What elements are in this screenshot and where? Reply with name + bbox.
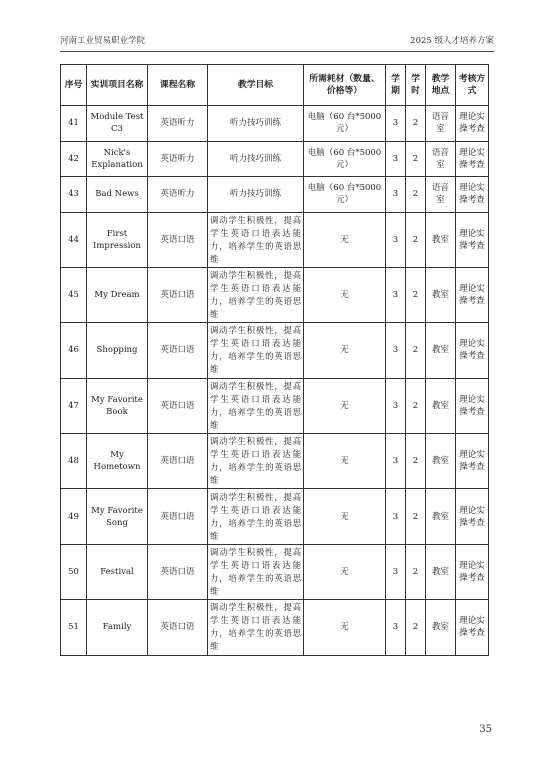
header-school-name: 河南工业贸易职业学院 [60,36,146,46]
cell-place: 语音室 [426,106,456,142]
cell-no: 46 [61,323,87,378]
table-row [61,106,489,142]
cell-term: 3 [386,212,406,267]
table-row [61,212,489,267]
col-header-course: 课程名称 [148,65,208,106]
cell-no: 50 [61,544,87,599]
cell-hours: 2 [406,544,426,599]
page-number: 35 [479,724,492,735]
cell-material: 电脑（60 台*5000 元） [304,106,386,142]
cell-term: 3 [386,267,406,322]
cell-goal: 调动学生积极性，提高学生英语口语表达能力，培养学生的英语思维 [208,212,304,267]
cell-project: Festival [87,544,148,599]
cell-material: 电脑（60 台*5000 元） [304,177,386,213]
cell-place: 教室 [426,267,456,322]
cell-goal: 调动学生积极性，提高学生英语口语表达能力，培养学生的英语思维 [208,600,304,655]
cell-place: 教室 [426,378,456,433]
cell-hours: 2 [406,378,426,433]
cell-assess: 理论实操考查 [456,141,489,177]
cell-place: 教室 [426,489,456,544]
cell-no: 49 [61,489,87,544]
cell-term: 3 [386,106,406,142]
header-doc-title: 2025 级人才培养方案 [410,36,494,46]
cell-goal: 调动学生积极性，提高学生英语口语表达能力，培养学生的英语思维 [208,323,304,378]
table-header-row [61,65,489,106]
cell-place: 教室 [426,434,456,489]
col-header-goal: 教学目标 [208,65,304,106]
cell-course: 英语口语 [148,323,208,378]
page-header [60,34,494,48]
cell-place: 语音室 [426,177,456,213]
cell-no: 51 [61,600,87,655]
table-row [61,489,489,544]
col-header-material: 所需耗材（数量、价格等） [304,65,386,106]
cell-material: 无 [304,323,386,378]
col-header-place: 教学地点 [426,65,456,106]
cell-assess: 理论实操考查 [456,434,489,489]
cell-term: 3 [386,434,406,489]
table-row [61,323,489,378]
cell-course: 英语口语 [148,212,208,267]
cell-term: 3 [386,378,406,433]
cell-course: 英语口语 [148,378,208,433]
cell-course: 英语口语 [148,544,208,599]
cell-hours: 2 [406,141,426,177]
cell-assess: 理论实操考查 [456,489,489,544]
cell-term: 3 [386,544,406,599]
cell-course: 英语听力 [148,177,208,213]
cell-hours: 2 [406,600,426,655]
cell-no: 42 [61,141,87,177]
cell-assess: 理论实操考查 [456,600,489,655]
cell-goal: 听力技巧训练 [208,141,304,177]
table-row [61,378,489,433]
cell-no: 43 [61,177,87,213]
cell-assess: 理论实操考查 [456,212,489,267]
cell-course: 英语听力 [148,106,208,142]
cell-no: 47 [61,378,87,433]
cell-hours: 2 [406,177,426,213]
cell-project: Family [87,600,148,655]
cell-place: 语音室 [426,141,456,177]
cell-assess: 理论实操考查 [456,106,489,142]
cell-course: 英语口语 [148,434,208,489]
table-row [61,141,489,177]
col-header-project: 实训项目名称 [87,65,148,106]
cell-place: 教室 [426,212,456,267]
cell-project: Bad News [87,177,148,213]
cell-hours: 2 [406,434,426,489]
cell-hours: 2 [406,267,426,322]
cell-assess: 理论实操考查 [456,267,489,322]
col-header-assess: 考核方式 [456,65,489,106]
cell-material: 无 [304,434,386,489]
cell-hours: 2 [406,323,426,378]
cell-project: Nick's Explanation [87,141,148,177]
cell-term: 3 [386,177,406,213]
table-row [61,177,489,213]
table-row [61,434,489,489]
cell-goal: 调动学生积极性，提高学生英语口语表达能力，培养学生的英语思维 [208,489,304,544]
cell-term: 3 [386,141,406,177]
cell-hours: 2 [406,106,426,142]
cell-goal: 调动学生积极性，提高学生英语口语表达能力，培养学生的英语思维 [208,544,304,599]
cell-goal: 调动学生积极性，提高学生英语口语表达能力，培养学生的英语思维 [208,378,304,433]
cell-course: 英语口语 [148,489,208,544]
cell-material: 无 [304,600,386,655]
col-header-term: 学期 [386,65,406,106]
cell-place: 教室 [426,600,456,655]
cell-assess: 理论实操考查 [456,378,489,433]
cell-goal: 听力技巧训练 [208,106,304,142]
cell-hours: 2 [406,212,426,267]
cell-course: 英语口语 [148,267,208,322]
cell-project: Module Test C3 [87,106,148,142]
cell-term: 3 [386,600,406,655]
table-row [61,267,489,322]
cell-material: 无 [304,489,386,544]
cell-project: My Favorite Song [87,489,148,544]
cell-material: 无 [304,378,386,433]
cell-no: 41 [61,106,87,142]
cell-project: My Favorite Book [87,378,148,433]
col-header-no: 序号 [61,65,87,106]
cell-no: 48 [61,434,87,489]
cell-place: 教室 [426,323,456,378]
cell-no: 44 [61,212,87,267]
cell-assess: 理论实操考查 [456,544,489,599]
col-header-hours: 学时 [406,65,426,106]
cell-material: 无 [304,212,386,267]
cell-project: First Impression [87,212,148,267]
table-row [61,600,489,655]
cell-project: My Hometown [87,434,148,489]
cell-term: 3 [386,323,406,378]
cell-course: 英语口语 [148,600,208,655]
cell-project: My Dream [87,267,148,322]
cell-term: 3 [386,489,406,544]
cell-material: 电脑（60 台*5000 元） [304,141,386,177]
header-divider [60,51,494,52]
cell-course: 英语听力 [148,141,208,177]
cell-place: 教室 [426,544,456,599]
training-table [60,64,489,656]
table-row [61,544,489,599]
cell-goal: 调动学生积极性，提高学生英语口语表达能力，培养学生的英语思维 [208,267,304,322]
cell-hours: 2 [406,489,426,544]
cell-assess: 理论实操考查 [456,177,489,213]
cell-no: 45 [61,267,87,322]
cell-material: 无 [304,544,386,599]
cell-goal: 听力技巧训练 [208,177,304,213]
cell-goal: 调动学生积极性，提高学生英语口语表达能力，培养学生的英语思维 [208,434,304,489]
cell-assess: 理论实操考查 [456,323,489,378]
cell-material: 无 [304,267,386,322]
cell-project: Shopping [87,323,148,378]
